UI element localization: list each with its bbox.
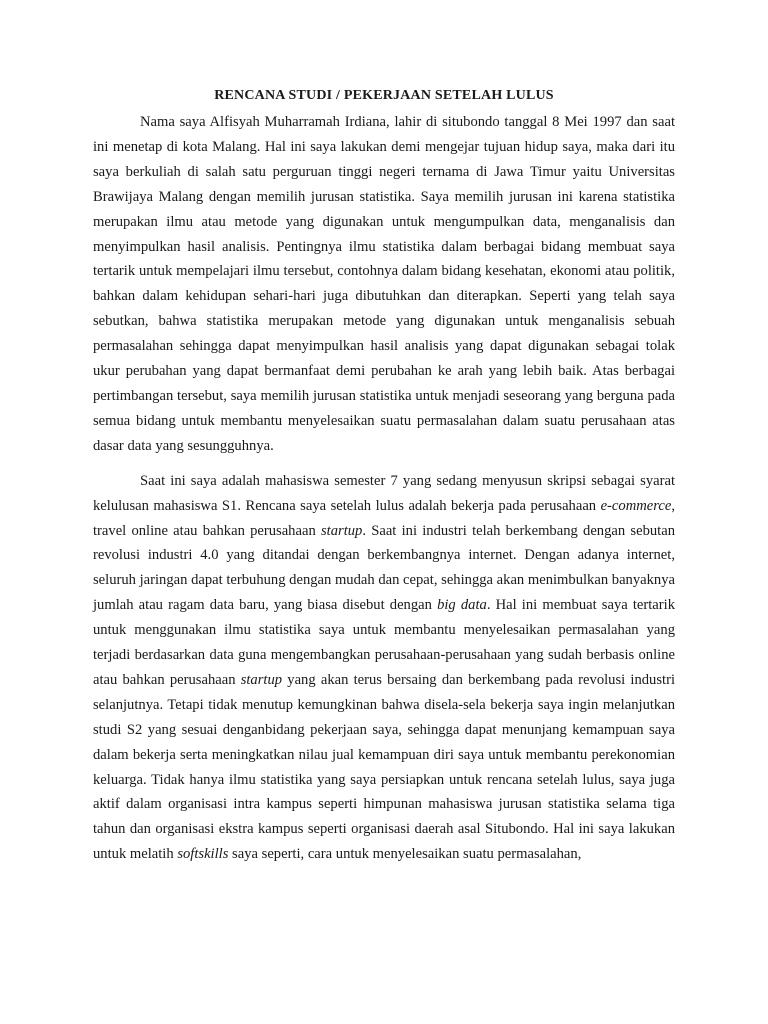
document-title: RENCANA STUDI / PEKERJAAN SETELAH LULUS xyxy=(214,88,554,103)
paragraph-2 xyxy=(93,469,675,868)
paragraph-2-italic-4: startup xyxy=(240,671,283,688)
paragraph-2-text-1: Saat ini saya adalah mahasiswa semester 7 yang sedang menyusun skripsi sebagai syarat kelulusan mahasiswa S1. Rencana saya setelah lulus adalah bekerja pada perusahaan xyxy=(93,472,675,514)
paragraph-2-italic-1: e-commerce xyxy=(600,497,672,514)
paragraph-2-italic-3: big data xyxy=(437,597,487,614)
paragraph-2-text-6: saya seperti, cara untuk menyelesaikan suatu permasalahan, xyxy=(228,846,582,863)
paragraph-2-text-3: . Saat ini industri telah berkembang dengan sebutan revolusi industri 4.0 yang ditandai dengan berkembangnya internet. Dengan adanya internet, seluruh jaringan dapat terbuhung dengan mudah dan cepat, sehingga akan menimbulkan banyaknya jumlah atau ragam data baru, yang biasa disebut dengan xyxy=(93,522,675,614)
paragraph-2-text-4: . Hal ini membuat saya tertarik untuk menggunakan ilmu statistika saya untuk membantu menyelesaikan permasalahan yang terjadi berdasarkan data guna mengembangkan perusahaan-perusahaan yang sudah berbasis online atau bahkan perusahaan xyxy=(93,597,675,688)
paragraph-2-italic-2: startup xyxy=(320,522,363,539)
paragraph-2-italic-5: softskills xyxy=(177,846,229,863)
paragraph-1: Nama saya Alfisyah Muharramah Irdiana, lahir di situbondo tanggal 8 Mei 1997 dan saat ini menetap di kota Malang. Hal ini saya lakukan demi mengejar tujuan hidup saya, maka dari itu saya berkuliah di salah satu perguruan tinggi negeri ternama di Jawa Timur yaitu Universitas Brawijaya Malang dengan memilih jurusan statistika. Saya memilih jurusan ini karena statistika merupakan ilmu atau metode yang digunakan untuk mengumpulkan data, menganalisis dan menyimpulkan hasil analisis. Pentingnya ilmu statistika dalam berbagai bidang membuat saya tertarik untuk mempelajari ilmu tersebut, contohnya dalam bidang kesehatan, ekonomi atau politik, bahkan dalam kehidupan sehari-hari juga dibutuhkan dan diterapkan. Seperti yang telah saya sebutkan, bahwa statistika merupakan metode yang digunakan untuk menganalisis sebuah permasalahan sehingga dapat menyimpulkan hasil analisis yang dapat digunakan sebagai tolak ukur perubahan yang dapat bermanfaat demi perubahan ke arah yang lebih baik. Atas berbagai pertimbangan tersebut, saya memilih jurusan statistika untuk menjadi seseorang yang berguna pada semua bidang untuk membantu menyelesaikan suatu permasalahan dalam suatu perusahaan atas dasar data yang sesungguhnya. xyxy=(93,114,675,454)
paragraph-2-text-2: , travel online atau bahkan perusahaan xyxy=(93,497,675,539)
paragraph-2-text-5: yang akan terus bersaing dan berkembang pada revolusi industri selanjutnya. Tetapi tidak menutup kemungkinan bahwa disela-sela bekerja saya ingin melanjutkan studi S2 yang sesuai denganbidang pekerjaan saya, sehingga dapat menunjang kemampuan saya dalam bekerja serta meningkatkan nilau jual kemampuan diri saya untuk membantu perekonomian keluarga. Tidak hanya ilmu statistika yang saya persiapkan untuk rencana setelah lulus, saya juga aktif dalam organisasi intra kampus seperti himpunan mahasiswa jurusan statistika selama tiga tahun dan organisasi ekstra kampus seperti organisasi daerah asal Situbondo. Hal ini saya lakukan untuk melatih xyxy=(93,671,675,863)
